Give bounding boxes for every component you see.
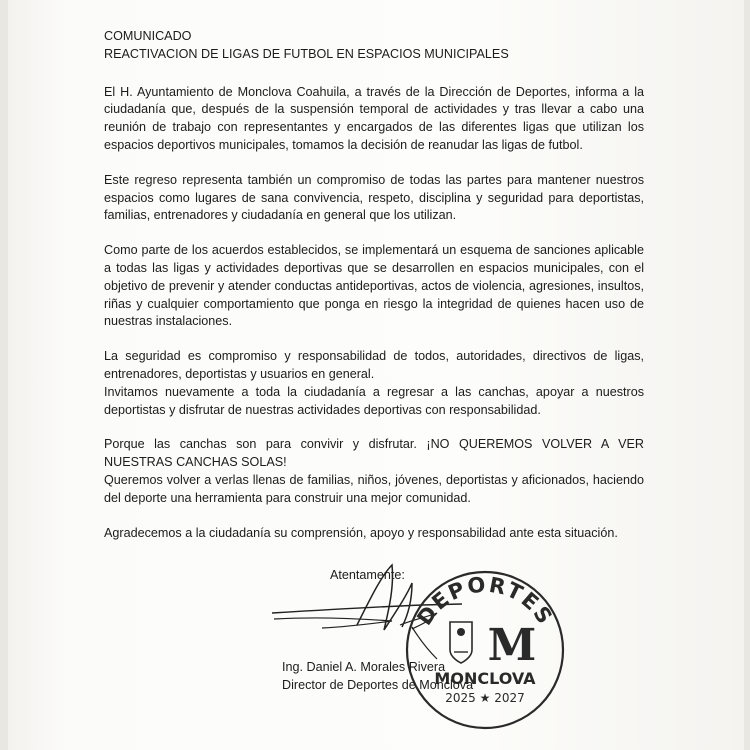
- paragraph-4: La seguridad es compromiso y responsabilidad de todos, autoridades, directivos de ligas, entrenadores, deportistas y usuarios en general.: [104, 349, 644, 381]
- seal-city: MONCLOVA: [434, 669, 536, 688]
- paragraph-7: Queremos volver a verlas llenas de familias, niños, jóvenes, deportistas y aficionados, haciendo del deporte una herramienta para construir una mejor comunidad.: [104, 472, 644, 505]
- paragraph-8: Agradecemos a la ciudadanía su comprensión, apoyo y responsabilidad ante esta situación.: [104, 525, 618, 540]
- document-body: [104, 28, 644, 559]
- paragraph-3: Como parte de los acuerdos establecidos, se implementará un esquema de sanciones aplicable a todas las ligas y actividades deportivas que se desarrollen en espacios municipales, con el objetivo de prevenir y atender conductas antideportivas, actos de violencia, agresiones, insultos, riñas y cualquier comportamiento que ponga en riesgo la integridad de quienes hacen uso de nuestras instalaciones.: [104, 243, 644, 329]
- signer-title: Director de Deportes de Monclova: [282, 678, 474, 692]
- deportes-seal: [400, 560, 570, 730]
- paragraph-2: Este regreso representa también un compromiso de todas las partes para mantener nuestros espacios como lugares de sana convivencia, respeto, disciplina y seguridad para deportistas, familias, entrenadores y ciudadanía en general que los utilizan.: [104, 172, 644, 223]
- paragraph-6: Porque las canchas son para convivir y disfrutar. ¡NO QUEREMOS VOLVER A VER NUESTRAS CANCHAS SOLAS!: [104, 437, 644, 470]
- seal-top-text: DEPORTES: [412, 572, 558, 630]
- seal-years: 2025 ★ 2027: [445, 691, 525, 705]
- paragraph-1: El H. Ayuntamiento de Monclova Coahuila, a través de la Dirección de Deportes, informa a la ciudadanía que, después de la suspensión temporal de actividades y tras llevar a cabo una reunión de trabajo con representantes y encargados de las diferentes ligas que utilizan los espacios deportivos municipales, tomamos la decisión de reanudar las ligas de futbol.: [104, 84, 644, 152]
- heading-line-1: COMUNICADO: [104, 29, 192, 43]
- shield-icon: [450, 622, 472, 663]
- document-heading: [104, 28, 644, 64]
- closing-salutation: Atentamente:: [330, 568, 405, 582]
- seal-letter: M: [487, 620, 537, 671]
- signature-block: [282, 658, 473, 694]
- heading-line-2: REACTIVACION DE LIGAS DE FUTBOL EN ESPACIOS MUNICIPALES: [104, 46, 509, 61]
- paragraph-5: Invitamos nuevamente a toda la ciudadanía a regresar a las canchas, apoyar a nuestros deportistas y disfrutar de nuestras actividades deportivas con responsabilidad.: [104, 384, 644, 417]
- signer-name: Ing. Daniel A. Morales Rivera: [282, 660, 446, 674]
